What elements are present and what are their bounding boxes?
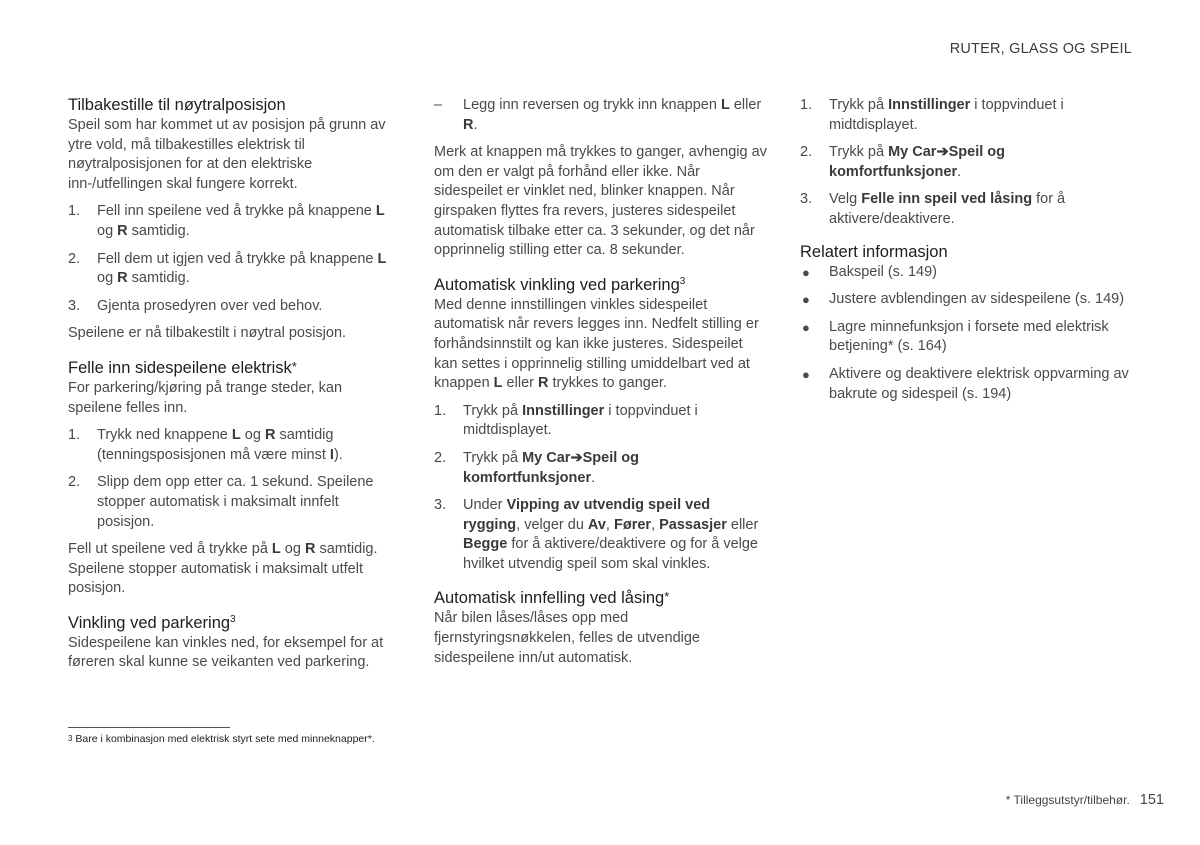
list-item: 1. Trykk ned knappene L og R samtidig (tenningsposisjonen må være minst I).: [68, 427, 343, 463]
heading-angle-parking: Vinkling ved parkering$^3$: [68, 613, 236, 632]
footer-note: * Tilleggsutstyr/tilbehør.: [1005, 793, 1130, 807]
list-item: ● Lagre minnefunksjon i forsete med elektrisk betjening* (s. 164): [802, 318, 1109, 355]
list-item: 1. Trykk på Innstillinger i toppvinduet i midtdisplayet.: [434, 402, 698, 439]
page-footer: [1006, 792, 1164, 808]
column-3: [800, 96, 1134, 412]
heading-related-info: Relatert informasjon: [800, 242, 948, 261]
paragraph: Når bilen låses/låses opp med fjernstyringsnøkkelen, felles de utvendige sidespeilene inn/ut automatisk.: [434, 610, 700, 666]
list-item: 2. Trykk på My Car➔Speil og komfortfunksjoner.: [434, 449, 640, 486]
list-item: ● Justere avblendingen av sidespeilene (s. 149): [800, 290, 1134, 310]
list-item: 2. Trykk på My Car➔Speil og komfortfunksjoner.: [800, 144, 1006, 180]
list-item: 1. Fell inn speilene ved å trykke på knappene L og R samtidig.: [68, 203, 385, 239]
arrow-right-icon: ➔: [936, 144, 949, 161]
steps-list: [68, 426, 400, 532]
steps-list: [434, 402, 768, 575]
related-list: [800, 263, 1134, 405]
list-item: 3. Gjenta prosedyren over ved behov.: [68, 297, 323, 314]
list-item: – Legg inn reversen og trykk inn knappen L eller R.: [434, 97, 762, 133]
paragraph: Med denne innstillingen vinkles sidespeilet automatisk når revers legges inn. Nedfelt stilling er forhåndsinnstilt og kan ikke justeres. Sidespeilet kan settes i opprinnelig stilling umiddelbart ved at knappen L eller R trykkes to ganger.: [434, 296, 759, 392]
list-item: 3. Under Vipping av utvendig speil ved rygging, velger du Av, Fører, Passasjer eller Begge for å aktivere/deaktivere og for å velge hvilket utvendig speil som skal vinkles.: [434, 497, 759, 572]
paragraph: Merk at knappen må trykkes to ganger, avhengig av om den er valgt på forhånd eller ikke. Når sidespeilet er vinklet ned, blinker knappen. Når girspaken flyttes fra revers, justeres sidespeilet automatisk tilbake etter ca. 3 sekunder, og det når opprinnelig stilling etter ca. 8 sekunder.: [434, 144, 767, 259]
paragraph: Fell ut speilene ved å trykke på L og R samtidig. Speilene stopper automatisk i maksimalt utfelt posisjon.: [68, 541, 378, 597]
dash-list: [434, 96, 768, 135]
column-2: [434, 96, 768, 676]
paragraph: For parkering/kjøring på trange steder, kan speilene felles inn.: [68, 379, 343, 416]
footnote-divider: [68, 727, 230, 728]
heading-reset-neutral: Tilbakestille til nøytralposisjon: [68, 96, 286, 114]
list-item: 2. Fell dem ut igjen ved å trykke på knappene L og R samtidig.: [68, 250, 387, 287]
bullet-icon: ●: [802, 366, 810, 382]
list-item: 1. Trykk på Innstillinger i toppvinduet i midtdisplayet.: [800, 97, 1064, 133]
paragraph: Speil som har kommet ut av posisjon på grunn av ytre vold, må tilbakestilles elektrisk til nøytralposisjonen for at den elektriske inn-/utfellingen skal fungere korrekt.: [68, 117, 386, 192]
bullet-icon: ●: [802, 292, 810, 308]
bullet-icon: ●: [802, 319, 810, 335]
steps-list: [68, 202, 400, 316]
list-item: ● Bakspeil (s. 149): [800, 263, 1134, 283]
bullet-icon: ●: [802, 264, 810, 280]
heading-fold-electric: Felle inn sidespeilene elektrisk*: [68, 358, 297, 377]
heading-auto-angle-parking: Automatisk vinkling ved parkering$^3$: [434, 275, 686, 294]
arrow-right-icon: ➔: [570, 449, 583, 466]
paragraph: Speilene er nå tilbakestilt i nøytral posisjon.: [68, 325, 347, 342]
paragraph: Sidespeilene kan vinkles ned, for eksempel for at føreren skal kunne se veikanten ved parkering.: [68, 634, 384, 671]
list-item: ● Aktivere og deaktivere elektrisk oppvarming av bakrute og sidespeil (s. 194): [802, 365, 1129, 402]
page-number: 151: [1139, 792, 1164, 808]
footnote: $^3$ Bare i kombinasjon med elektrisk styrt sete med minneknapper*.: [68, 733, 375, 745]
list-item: 2. Slipp dem opp etter ca. 1 sekund. Speilene stopper automatisk i maksimalt innfelt posisjon.: [68, 474, 374, 530]
steps-list: [800, 96, 1134, 230]
section-header: RUTER, GLASS OG SPEIL: [949, 41, 1132, 57]
heading-auto-fold-lock: Automatisk innfelling ved låsing*: [434, 589, 670, 608]
list-item: 3. Velg Felle inn speil ved låsing for å aktivere/deaktivere.: [800, 191, 1066, 227]
column-1: [68, 95, 400, 681]
